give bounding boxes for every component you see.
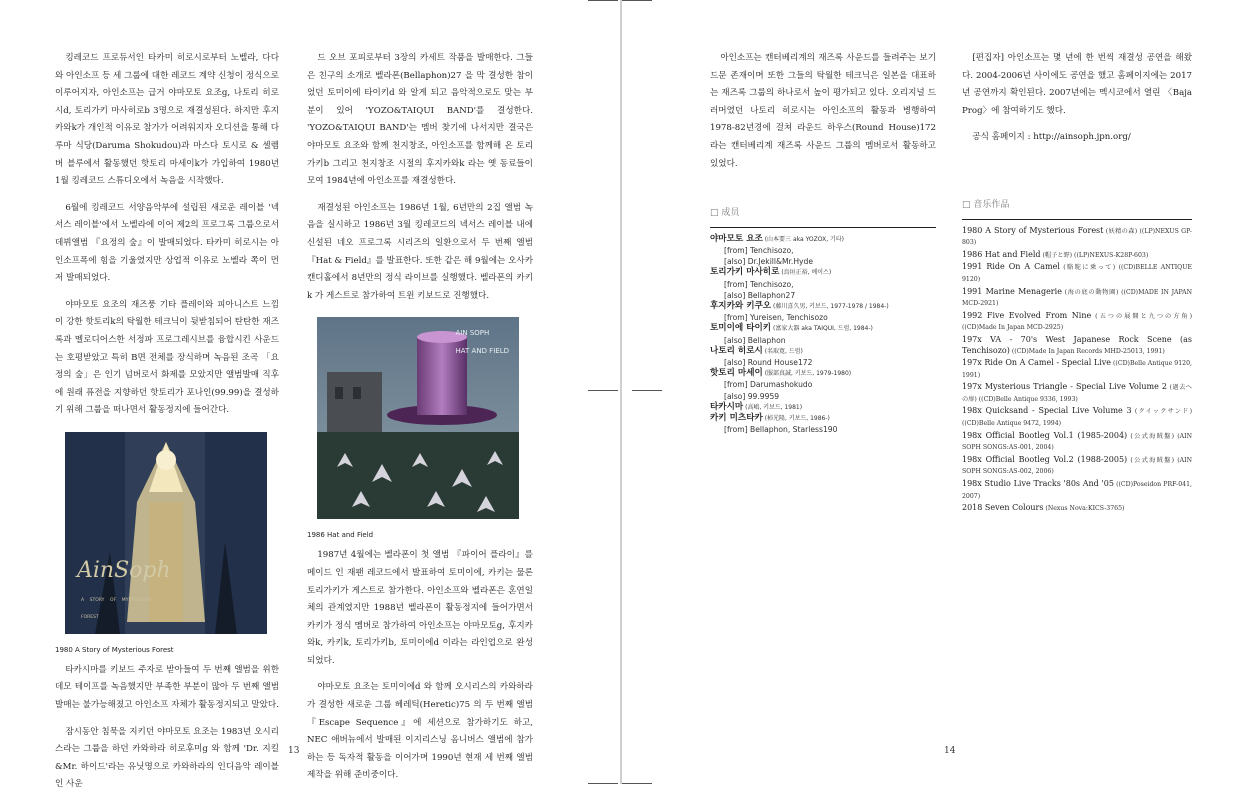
member-role: (柿光隆, 키보드, 1986-)	[762, 415, 830, 422]
album-title: 1991 Marine Menagerie	[962, 286, 1062, 296]
crop-mark	[588, 0, 618, 1]
crop-mark	[622, 0, 652, 1]
crop-mark	[632, 390, 662, 391]
crop-mark	[588, 390, 618, 391]
discography-item	[962, 406, 1192, 429]
album-title: 2018 Seven Colours	[962, 503, 1044, 513]
album-title: 1991 Ride On A Camel	[962, 262, 1060, 272]
paragraph: 야마모토 요조의 재즈풍 기타 플레이와 피아니스트 느낌이 강한 핫토리k의 탁월한 테크닉이 뒷받침되어 탄탄한 재즈록과 멜로디어스한 서정파 프로그레시브를 융합시킨 사운드는 호평받았고 특히 B면 전체를 장식하며 녹음된 조곡 「요정의 숲」은 인기 넘버로서 화제를 모았지만 앨범발매 직후에 원래 퓨전을 지향하던 핫토리가 포나인(99.99)을 결성하기 위해 그룹을 떠나면서 활동정지에 들어간다.	[55, 299, 279, 416]
discography-item	[962, 431, 1192, 454]
discography-section	[962, 197, 1192, 515]
album-label: (帽子と野) ((LP)NEXUS-K28P-603)	[1040, 251, 1149, 259]
member-role: (服部真誠, 키보드, 1979-1980)	[762, 370, 852, 378]
discography-item	[962, 455, 1192, 478]
member-name: 나토리 히로시	[710, 345, 763, 356]
album-title: 198x Studio Live Tracks '80s And '05	[962, 479, 1114, 489]
member-entry	[710, 234, 936, 268]
figure-caption: 1986 Hat and Field	[307, 531, 374, 540]
members-list	[710, 234, 936, 436]
member-role: (鳥垣正裕, 베이스)	[779, 269, 832, 277]
heading-rule	[710, 227, 936, 228]
paragraph: 드 오브 포피로부터 3장의 카세트 작품을 발매한다. 그들은 친구의 소개로 벨라폰(Bellaphon)27 을 막 결성한 참이었던 토미이에 타이키d 와 알게 되고 음악적으로도 맞는 부분이 있어 'YOZO&TAIQUI BAND'를 결성한다. 'YOZO&TAIQUI BAND'는 멤버 찾기에 나서지만 결국은 야마모토 요조와 함께 천지창조, 아인소프를 함께해 온 토리가키b 그리고 천지창조 시절의 후지카와k 라는 옛 동료들이 모여 1984년에 아인소프를 재결성한다.	[307, 53, 533, 187]
page-13	[0, 0, 620, 790]
member-entry	[710, 267, 936, 301]
member-detail: [from] Tenchisozo,	[724, 279, 794, 289]
body-text	[55, 662, 279, 794]
member-name: 토리가키 마사히로	[710, 267, 780, 278]
member-entry	[710, 301, 936, 323]
album-label: (駱駝に乗って) ((CD)BELLE ANTIQUE 9120)	[962, 264, 1192, 283]
discography-list	[962, 226, 1192, 515]
album-title: 1986 Hat and Field	[962, 249, 1041, 259]
discography-item	[962, 479, 1192, 502]
member-detail: [from] Bellaphon, Starless190	[724, 425, 838, 435]
discography-item	[962, 250, 1192, 262]
album-label: ((CD)Poseidon PRF-041, 2007)	[962, 481, 1192, 500]
album-label: (過去への扉) ((CD)Belle Antique 9336, 1993)	[962, 384, 1192, 403]
album-label: (クイックサンド) ((CD)Belle Antique 9472, 1994)	[962, 408, 1193, 428]
member-name-line	[710, 301, 936, 312]
member-name-line	[710, 267, 936, 278]
member-role: (名取寛, 드럼)	[762, 347, 803, 355]
album-label: (Nexus Nova:KICS-3765)	[1043, 505, 1125, 513]
member-name-line	[710, 323, 936, 334]
member-entry	[710, 368, 936, 402]
discography-item	[962, 503, 1192, 515]
page-number: 14	[944, 746, 956, 756]
cover-title: AIN SOPH HAT AND FIELD	[455, 329, 509, 355]
paragraph: 공식 홈페이지 : http://ainsoph.jpn.org/	[972, 132, 1131, 143]
member-name: 토미이에 타이키	[710, 323, 772, 334]
discography-item	[962, 311, 1192, 334]
member-detail: [also] Round House172	[724, 357, 813, 367]
album-label: (公式海賊盤) (AIN SOPH SONGS:AS-002, 2006)	[962, 456, 1192, 476]
paragraph: 재결성된 아인소프는 1986년 1월, 6년만의 2집 앨범 녹음을 실시하고 1986년 3월 킹레코드의 넥서스 레이블 내에 신설된 네오 프로그록 시리즈의 일환으로서 두 번째 앨범 『Hat & Field』를 발표한다. 또한 같은 해 9월에는 오사카 캔디홀에서 8년만의 정식 라이브를 실행했다. 벨라폰의 카키k 가 게스트로 참가하여 트윈 키보드로 진행했다.	[307, 202, 533, 301]
paragraph: 1987년 4월에는 벨라폰이 첫 앨범 『파이어 플라이』를 메이드 인 재팬 레코드에서 발표하여 토미이에, 카키는 물론 토리가키가 게스트로 참가한다. 아인소프와 벨라폰은 혼연일체의 관계였지만 1988년 벨라폰이 활동정지에 들어가면서 카키가 정식 멤버로 참가하여 아인소프는 야마모토g, 후지카와k, 카키k, 토리가키b, 토미이에d 이라는 라인업으로 완성되었다.	[307, 550, 533, 666]
paragraph: 아인소프는 캔터베리계의 재즈록 사운드를 들려주는 보기 드문 존재이며 또한 그들의 탁월한 테크닉은 일본을 대표하는 재즈록 그룹의 하나로서 높이 평가되고 있다. 오리지널 드러머였던 나토리 히로시는 아인소프의 활동과 병행하여 1978-82년경에 걸쳐 라운드 하우스(Round House)172 라는 캔터베리계 재즈록 사운드 그룹의 멤버로서 활동하고 있었다.	[710, 53, 936, 169]
page-number: 13	[288, 746, 300, 756]
album-title: 198x Official Bootleg Vol.1 (1985-2004)	[962, 430, 1128, 440]
paragraph: 잠시동안 침묵을 지키던 야마모토 요조는 1983년 오시리스라는 그룹을 하던 카와하라 히로후미g 와 함께 'Dr. 지킬&Mr. 하이드'라는 유닛명으로 카와하라의 인디음악 레이블인 사운	[55, 726, 279, 790]
body-text	[307, 50, 533, 305]
member-name: 후지카와 키쿠오	[710, 300, 772, 311]
member-detail: [also] 99.9959	[724, 391, 780, 401]
album-figure-1	[55, 432, 279, 656]
figure-caption: 1980 A Story of Mysterious Forest	[55, 645, 174, 654]
discography-item	[962, 262, 1192, 285]
album-label: (海の底の動物園) ((CD)MADE IN JAPAN MCD-2921)	[962, 288, 1193, 308]
body-text	[307, 547, 533, 785]
album-title: 198x Quicksand - Special Live Volume 3	[962, 406, 1132, 416]
right-column-2	[962, 50, 1192, 516]
album-title: 197x Ride On A Camel - Special Live	[962, 358, 1112, 368]
right-column-1	[710, 50, 936, 435]
album-label: ((CD)Made In Japan Records MHD-25013, 1991)	[1009, 347, 1165, 355]
album-cover-mysterious-forest	[65, 432, 267, 634]
left-column-1	[55, 50, 279, 803]
album-title: 198x Official Bootleg Vol.2 (1988-2005)	[962, 454, 1128, 464]
member-detail: [from] Darumashokudo	[724, 380, 813, 390]
member-entry	[710, 323, 936, 345]
discography-item	[962, 226, 1192, 249]
members-section	[710, 205, 936, 435]
member-name-line	[710, 368, 936, 379]
paragraph: [편집자] 아인소프는 몇 년에 한 번씩 재결성 공연을 해왔다. 2004-2006년 사이에도 공연을 했고 홈페이지에는 2017년 공연까지 확인된다. 2007년에는 멕시코에서 열린 〈Baja Prog〉에 참여하기도 했다.	[962, 53, 1192, 116]
album-title: 197x VA - 70's West Japanese Rock Scene (as Tenchisozo)	[962, 334, 1192, 355]
member-detail: [also] Bellaphon27	[724, 290, 796, 300]
member-name-line	[710, 402, 936, 413]
member-detail: [from] Yureisen, Tenchisozo	[724, 313, 828, 323]
paragraph: 타카시마를 키보드 주자로 받아들여 두 번째 앨범을 위한 데모 테이프를 녹음했지만 부족한 부분이 많아 두 번째 앨범 발매는 불가능해졌고 아인소프 자체가 활동정지되고 말았다.	[55, 664, 279, 711]
paragraph: 야마모토 요조는 토미이에d 와 함께 오시리스의 카와하라가 결성한 새로운 그룹 헤레틱(Heretic)75 의 두 번째 앨범 『Escape Sequence』에 세션으로 참가하기도 하고, NEC 애버뉴에서 발매된 이지리스닝 옴니버스 앨범에 참가하는 등 독자적 활동을 이어가며 1990년 현재 세 번째 앨범 제작을 위해 준비중이다.	[307, 682, 533, 781]
page-14	[622, 0, 1240, 784]
discography-item	[962, 358, 1192, 381]
body-text	[55, 50, 279, 420]
discography-item	[962, 335, 1192, 357]
album-cover-hat-and-field	[317, 317, 519, 519]
member-entry	[710, 346, 936, 368]
member-entry	[710, 413, 936, 435]
member-name-line	[710, 346, 936, 357]
heading-rule	[962, 219, 1192, 220]
member-name: 야마모토 요조	[710, 233, 763, 244]
discography-item	[962, 382, 1192, 405]
album-label: ((CD)Belle Antique 9120, 1991)	[962, 360, 1193, 379]
member-role: (山本要三 aka YOZOX, 기타)	[762, 235, 844, 243]
member-name: 타카시마	[710, 401, 744, 412]
discography-heading: □ 音乐作品	[962, 199, 1010, 210]
member-role: (藤川喜久男, 키보드, 1977-1978 / 1984-)	[771, 302, 889, 310]
body-text	[962, 50, 1192, 147]
members-heading: □ 成员	[710, 208, 740, 219]
member-entry	[710, 402, 936, 413]
member-name: 카키 미츠타카	[710, 413, 763, 423]
discography-item	[962, 287, 1192, 310]
member-name: 핫토리 마세이	[710, 368, 763, 379]
cover-subtitle: A STORY OF MYSTERIOUS FOREST	[81, 597, 151, 621]
body-text	[710, 50, 936, 173]
member-detail: [also] Dr.Jekill&Mr.Hyde	[724, 257, 814, 267]
album-label: (妖精の森) ((LP)NEXUS GP-803)	[962, 227, 1193, 247]
album-title: 1980 A Story of Mysterious Forest	[962, 225, 1104, 235]
album-title: 1992 Five Evolved From Nine	[962, 310, 1092, 320]
album-label: (公式海賊盤) (AIN SOPH SONGS:AS-001, 2004)	[962, 432, 1192, 452]
paragraph: 킹레코드 프로듀서인 타카미 히로시로부터 노벨라, 다다와 아인소프 등 세 그룹에 대한 레코드 계약 신청이 정식으로 이루어지자, 아인소프는 급거 야마모토 요조g, 나토리 히로시d, 토리가키 마사히로b 3명으로 재결성된다. 하지만 후지카와k가 개인적 이유로 참가가 어려워지자 오디션을 통해 다루마 식당(Daruma Shokudou)과 마스다 토시로 & 셀렘버 블루에서 활동했던 핫토리 마세이k가 가입하여 1980년 1월 킹레코드 스튜디오에서 녹음을 시작했다.	[55, 53, 279, 187]
album-figure-2	[307, 317, 533, 541]
member-name-line	[710, 234, 936, 245]
member-role: (高嶋, 키보드, 1981)	[743, 403, 803, 411]
left-column-2	[307, 50, 533, 794]
cover-title: AinSoph	[77, 557, 171, 583]
album-label: (五つの展開と九つの方角) ((CD)Made In Japan MCD-2925)	[962, 312, 1193, 332]
member-role: (富家大器 aka TAIQUI, 드럼, 1984-)	[771, 325, 873, 333]
paragraph: 6월에 킹레코드 서양음악부에 설립된 새로운 레이블 '넥서스 레이블'에서 노벨라에 이어 제2의 프로그록 그룹으로서 데뷔앨범 『요정의 숲』이 발매되었다. 타카미 히로시는 아인소프폭에 힘을 기울였지만 상업적 이유로 노벨라 쪽이 먼저 발매되었다.	[55, 202, 279, 284]
member-name-line	[710, 413, 936, 424]
album-title: 197x Mysterious Triangle - Special Live Volume 2	[962, 382, 1167, 392]
member-detail: [also] Bellaphon	[724, 335, 786, 345]
member-detail: [from] Tenchisozo,	[724, 245, 794, 255]
